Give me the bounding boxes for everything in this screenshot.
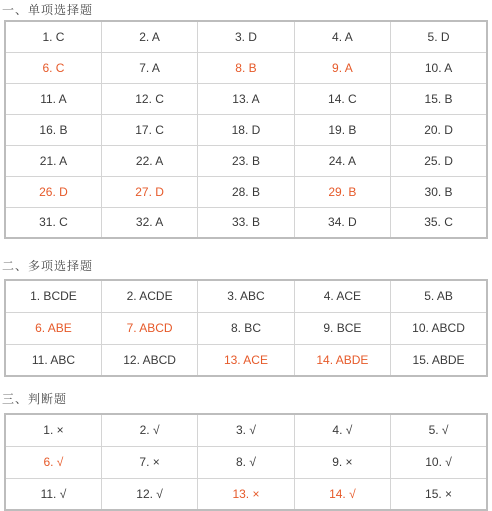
answer-cell: 3. √ xyxy=(198,414,294,446)
answer-cell: 4. A xyxy=(294,21,390,52)
answer-cell: 3. ABC xyxy=(198,280,294,312)
answer-cell: 10. ABCD xyxy=(391,312,487,344)
true-false-answer-table xyxy=(4,413,488,511)
answer-cell: 9. A xyxy=(294,52,390,83)
answer-cell: 10. √ xyxy=(391,446,487,478)
answer-cell: 35. C xyxy=(391,207,487,238)
answer-row xyxy=(5,21,487,52)
answer-cell: 34. D xyxy=(294,207,390,238)
answer-row xyxy=(5,52,487,83)
answer-cell: 21. A xyxy=(5,145,101,176)
answer-cell: 17. C xyxy=(101,114,197,145)
section-title-single-choice: 一、单项选择题 xyxy=(2,3,94,17)
answer-cell: 12. ABCD xyxy=(101,344,197,376)
answer-cell: 28. B xyxy=(198,176,294,207)
answer-cell: 5. AB xyxy=(391,280,487,312)
answer-cell: 6. ABE xyxy=(5,312,101,344)
answer-row xyxy=(5,446,487,478)
answer-row xyxy=(5,207,487,238)
answer-cell: 4. ACE xyxy=(294,280,390,312)
answer-cell: 19. B xyxy=(294,114,390,145)
answer-cell: 14. √ xyxy=(294,478,390,510)
answer-row xyxy=(5,145,487,176)
answer-cell: 15. B xyxy=(391,83,487,114)
answer-cell: 20. D xyxy=(391,114,487,145)
answer-cell: 3. D xyxy=(198,21,294,52)
answer-cell: 9. BCE xyxy=(294,312,390,344)
answer-cell: 22. A xyxy=(101,145,197,176)
answer-cell: 26. D xyxy=(5,176,101,207)
answer-row xyxy=(5,114,487,145)
answer-cell: 16. B xyxy=(5,114,101,145)
answer-cell: 7. ABCD xyxy=(101,312,197,344)
answer-cell: 7. × xyxy=(101,446,197,478)
answer-cell: 1. × xyxy=(5,414,101,446)
answer-cell: 1. C xyxy=(5,21,101,52)
answer-cell: 15. × xyxy=(391,478,487,510)
answer-cell: 6. C xyxy=(5,52,101,83)
answer-cell: 14. ABDE xyxy=(294,344,390,376)
answer-cell: 11. A xyxy=(5,83,101,114)
answer-cell: 5. D xyxy=(391,21,487,52)
answer-cell: 27. D xyxy=(101,176,197,207)
answer-cell: 13. × xyxy=(198,478,294,510)
answer-row xyxy=(5,176,487,207)
section-title-true-false: 三、判断题 xyxy=(2,392,68,406)
answer-cell: 2. √ xyxy=(101,414,197,446)
answer-cell: 29. B xyxy=(294,176,390,207)
answer-cell: 11. √ xyxy=(5,478,101,510)
answer-cell: 32. A xyxy=(101,207,197,238)
answer-cell: 15. ABDE xyxy=(391,344,487,376)
answer-cell: 30. B xyxy=(391,176,487,207)
answer-cell: 31. C xyxy=(5,207,101,238)
answer-row xyxy=(5,83,487,114)
answer-cell: 4. √ xyxy=(294,414,390,446)
answer-row xyxy=(5,312,487,344)
answer-row xyxy=(5,344,487,376)
answer-cell: 18. D xyxy=(198,114,294,145)
single-choice-answer-table xyxy=(4,20,488,239)
answer-cell: 24. A xyxy=(294,145,390,176)
answer-cell: 2. ACDE xyxy=(101,280,197,312)
answer-row xyxy=(5,414,487,446)
section-title-multiple-choice: 二、多项选择题 xyxy=(2,259,94,273)
answer-cell: 11. ABC xyxy=(5,344,101,376)
answer-cell: 9. × xyxy=(294,446,390,478)
answer-cell: 8. B xyxy=(198,52,294,83)
answer-cell: 8. BC xyxy=(198,312,294,344)
answer-cell: 2. A xyxy=(101,21,197,52)
answer-row xyxy=(5,478,487,510)
answer-cell: 12. C xyxy=(101,83,197,114)
answer-cell: 25. D xyxy=(391,145,487,176)
answer-cell: 10. A xyxy=(391,52,487,83)
answer-cell: 12. √ xyxy=(101,478,197,510)
answer-cell: 14. C xyxy=(294,83,390,114)
answer-cell: 6. √ xyxy=(5,446,101,478)
answer-cell: 1. BCDE xyxy=(5,280,101,312)
answer-cell: 33. B xyxy=(198,207,294,238)
answer-cell: 13. ACE xyxy=(198,344,294,376)
answer-cell: 23. B xyxy=(198,145,294,176)
answer-cell: 8. √ xyxy=(198,446,294,478)
multiple-choice-answer-table xyxy=(4,279,488,377)
answer-cell: 5. √ xyxy=(391,414,487,446)
answer-cell: 7. A xyxy=(101,52,197,83)
answer-row xyxy=(5,280,487,312)
answer-cell: 13. A xyxy=(198,83,294,114)
